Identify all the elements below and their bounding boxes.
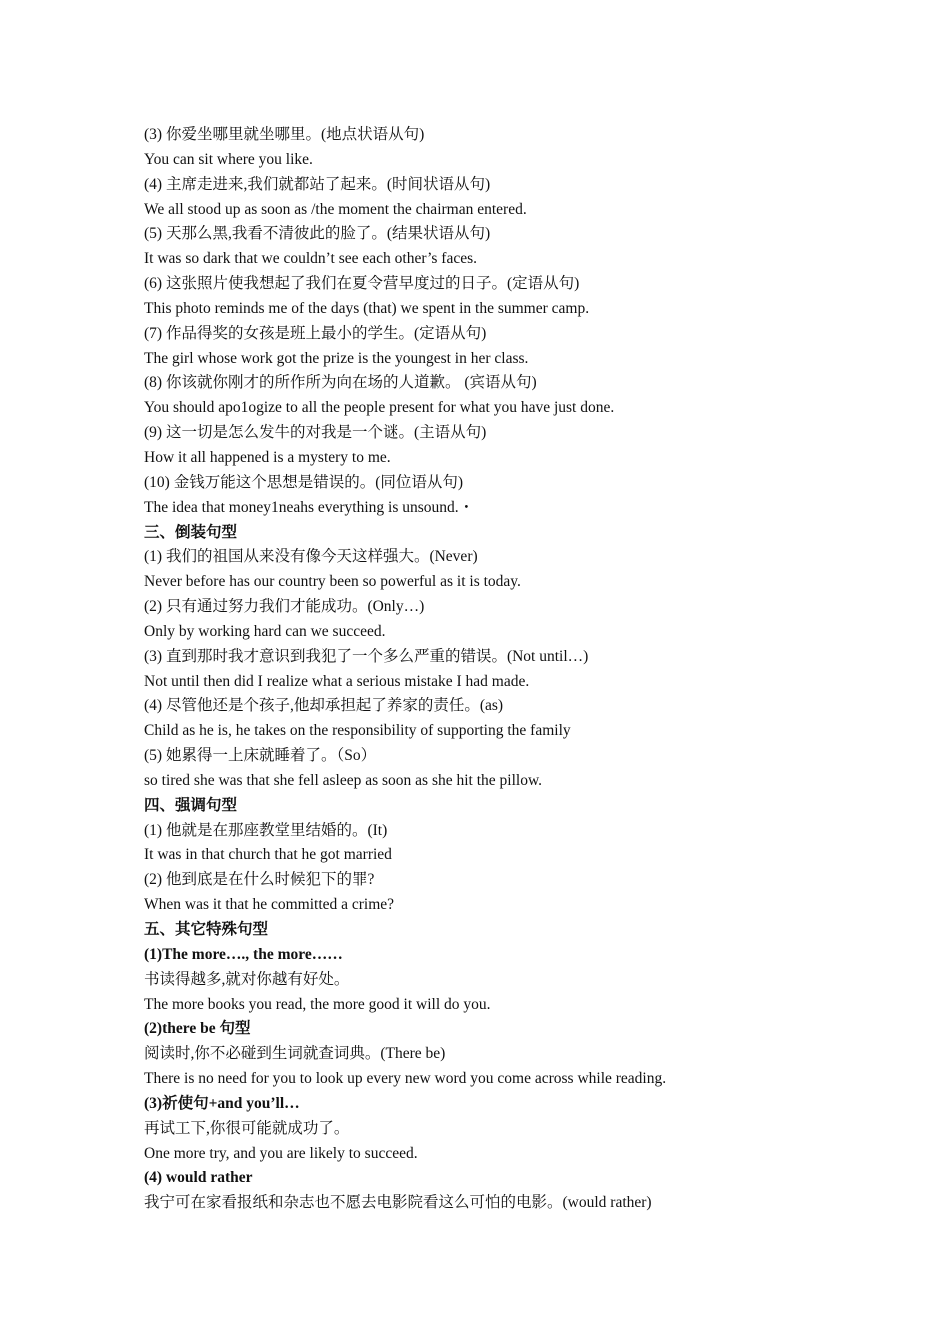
text-line: 书读得越多,就对你越有好处。 bbox=[144, 970, 350, 988]
text-line: 我宁可在家看报纸和杂志也不愿去电影院看这么可怕的电影。(would rather) bbox=[144, 1194, 652, 1212]
text-line: Child as he is, he takes on the responsibility of supporting the family bbox=[144, 722, 571, 740]
text-line: (1) 他就是在那座教堂里结婚的。(It) bbox=[144, 821, 388, 839]
section-heading: (4) would rather bbox=[144, 1169, 253, 1187]
text-line: We all stood up as soon as /the moment the chairman entered. bbox=[144, 200, 527, 218]
text-line: (4) 尽管他还是个孩子,他却承担起了养家的责任。(as) bbox=[144, 697, 504, 715]
text-line: Not until then did I realize what a serious mistake I had made. bbox=[144, 672, 530, 690]
section-heading: (2)there be 句型 bbox=[144, 1020, 251, 1038]
text-line: (10) 金钱万能这个思想是错误的。(同位语从句) bbox=[144, 473, 464, 491]
section-heading: 三、倒装句型 bbox=[144, 523, 238, 541]
text-line: This photo reminds me of the days (that) we spent in the summer camp. bbox=[144, 299, 590, 317]
text-line: (8) 你该就你刚才的所作所为向在场的人道歉。 (宾语从句) bbox=[144, 374, 537, 392]
text-line: You can sit where you like. bbox=[144, 150, 313, 168]
text-line: The idea that money1neahs everything is unsound.・ bbox=[144, 498, 475, 516]
text-line: (7) 作品得奖的女孩是班上最小的学生。(定语从句) bbox=[144, 324, 487, 342]
text-line: Only by working hard can we succeed. bbox=[144, 622, 386, 640]
text-line: (5) 天那么黑,我看不清彼此的脸了。(结果状语从句) bbox=[144, 225, 491, 243]
text-line: (6) 这张照片使我想起了我们在夏令营早度过的日子。(定语从句) bbox=[144, 275, 580, 293]
text-line: How it all happened is a mystery to me. bbox=[144, 448, 391, 466]
text-line: (9) 这一切是怎么发牛的对我是一个谜。(主语从句) bbox=[144, 424, 487, 442]
text-line: 阅读时,你不必碰到生词就查词典。(There be) bbox=[144, 1045, 446, 1063]
text-line: When was it that he committed a crime? bbox=[144, 896, 395, 914]
section-heading: 五、其它特殊句型 bbox=[144, 921, 269, 938]
text-line: You should apo1ogize to all the people present for what you have just done. bbox=[144, 399, 615, 417]
text-line: 再试工下,你很可能就成功了。 bbox=[144, 1119, 350, 1137]
text-line: (1) 我们的祖国从来没有像今天这样强大。(Never) bbox=[144, 548, 478, 566]
text-line: (3) 你爱坐哪里就坐哪里。(地点状语从句) bbox=[144, 126, 425, 143]
section-heading: 四、强调句型 bbox=[144, 796, 238, 814]
text-line: (2) 他到底是在什么时候犯下的罪? bbox=[144, 871, 375, 889]
text-line: (5) 她累得一上床就睡着了。（So） bbox=[144, 747, 377, 765]
text-line: Never before has our country been so powerful as it is today. bbox=[144, 573, 521, 591]
text-line: (4) 主席走进来,我们就都站了起来。(时间状语从句) bbox=[144, 175, 491, 193]
text-line: so tired she was that she fell asleep as soon as she hit the pillow. bbox=[144, 771, 543, 789]
text-line: It was so dark that we couldn’t see each other’s faces. bbox=[144, 250, 477, 268]
section-heading: (3)祈使句+and you’ll… bbox=[144, 1094, 300, 1112]
text-line: (2) 只有通过努力我们才能成功。(Only…) bbox=[144, 598, 425, 616]
text-line: It was in that church that he got married bbox=[144, 846, 392, 864]
document-body bbox=[144, 123, 884, 1216]
text-line: There is no need for you to look up every new word you come across while reading. bbox=[144, 1070, 667, 1088]
text-line: The more books you read, the more good it will do you. bbox=[144, 995, 491, 1013]
text-line: One more try, and you are likely to succeed. bbox=[144, 1144, 418, 1162]
text-line: The girl whose work got the prize is the youngest in her class. bbox=[144, 349, 529, 367]
text-line: (3) 直到那时我才意识到我犯了一个多么严重的错误。(Not until…) bbox=[144, 647, 589, 665]
section-heading: (1)The more…., the more…… bbox=[144, 945, 343, 963]
